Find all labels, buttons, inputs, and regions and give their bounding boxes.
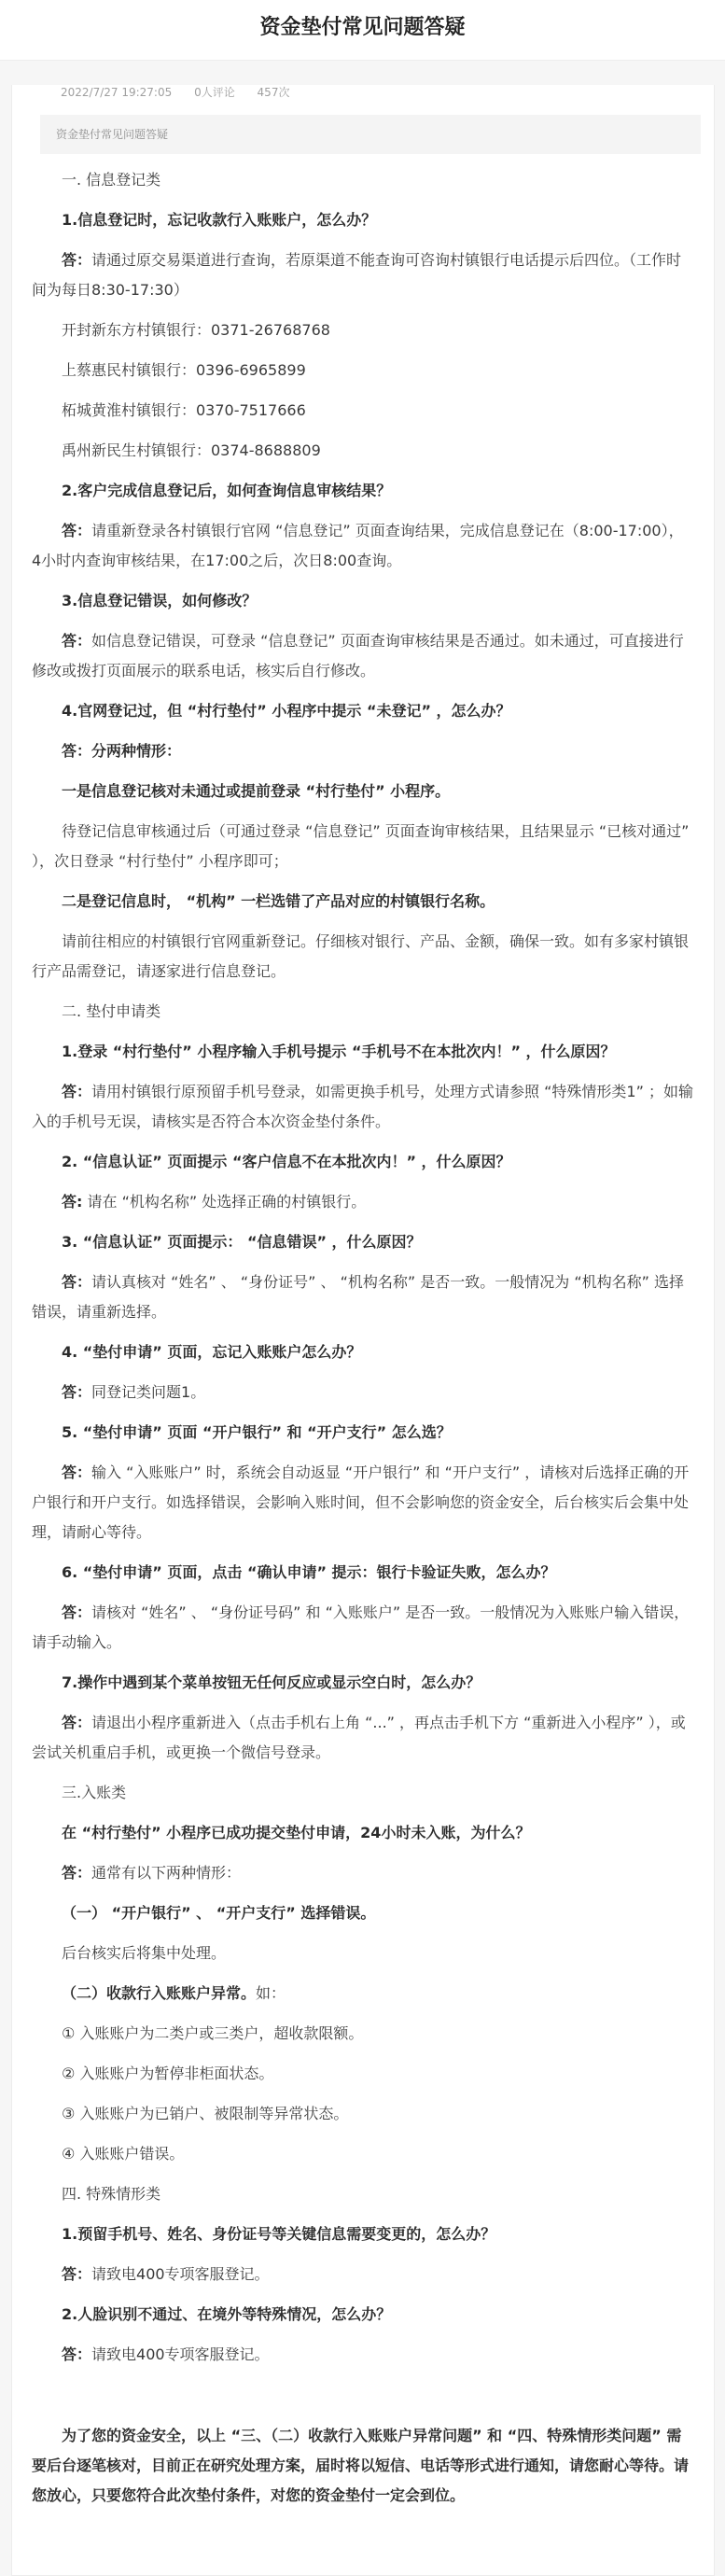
emphasis-paragraph: 答：分两种情形：: [62, 742, 182, 760]
page-title: 资金垫付常见问题答疑: [259, 16, 466, 39]
paragraph: 请前往相应的村镇银行官网重新登记。仔细核对银行、产品、金额，确保一致。如有多家村镇银行产品需登记，请逐家进行信息登记。: [32, 932, 690, 980]
article-card: [11, 85, 715, 2576]
emphasis-paragraph: （二）收款行入账账户异常。如：: [62, 1984, 286, 2002]
section-heading: 一. 信息登记类: [62, 171, 161, 189]
paragraph: 柘城黄淮村镇银行：0370-7517666: [62, 401, 306, 419]
closing-note: 为了您的资金安全，以上 “三、（二）收款行入账账户异常问题” 和 “四、特殊情形类问题” 需要后台逐笔核对，目前正在研究处理方案，届时将以短信、电话等形式进行通知，请您耐心等待。请您放心，只要您符合此次垫付条件，对您的资金垫付一定会到位。: [32, 2427, 690, 2504]
list-item: ③ 入账账户为已销户、被限制等异常状态。: [62, 2105, 349, 2122]
article-content: [32, 165, 695, 2511]
paragraph-prefix: 答：: [62, 1273, 92, 1291]
question: 1.预留手机号、姓名、身份证号等关键信息需要变更的，怎么办？: [62, 2225, 496, 2243]
paragraph-prefix: 答:: [62, 1193, 83, 1211]
section-heading: 二. 垫付申请类: [62, 1002, 161, 1020]
paragraph-prefix: 答：: [62, 1603, 92, 1621]
question: 2. “信息认证” 页面提示 “客户信息不在本批次内！” ，什么原因？: [62, 1153, 511, 1170]
paragraph: 开封新东方村镇银行：0371-26768768: [62, 321, 330, 339]
question: 6. “垫付申请” 页面，点击 “确认申请” 提示：银行卡验证失败，怎么办？: [62, 1563, 556, 1581]
question: 5. “垫付申请” 页面 “开户银行” 和 “开户支行” 怎么选？: [62, 1423, 452, 1441]
question: 在 “村行垫付” 小程序已成功提交垫付申请，24小时未入账，为什么？: [62, 1824, 531, 1841]
paragraph-prefix: 答：: [62, 1864, 92, 1882]
answer: 答: 请在 “机构名称” 处选择正确的村镇银行。: [62, 1193, 367, 1211]
article-summary-box: [40, 115, 701, 154]
answer: 答：请用村镇银行原预留手机号登录，如需更换手机号，处理方式请参照 “特殊情形类1” ；如输入的手机号无误，请核实是否符合本次资金垫付条件。: [32, 1083, 693, 1130]
list-item: ① 入账账户为二类户或三类户，超收款限额。: [62, 2024, 364, 2042]
question: 3. “信息认证” 页面提示： “信息错误” ，什么原因？: [62, 1233, 422, 1251]
answer: 答：请致电400专项客服登记。: [62, 2265, 270, 2283]
answer: 答：请重新登录各村镇银行官网 “信息登记” 页面查询结果，完成信息登记在（8:00-17:00）， 4小时内查询审核结果，在17:00之后，次日8:00查询。: [32, 522, 684, 569]
question: 4. “垫付申请” 页面，忘记入账账户怎么办？: [62, 1343, 362, 1361]
answer: 答：输入 “入账账户” 时，系统会自动返显 “开户银行” 和 “开户支行” ，请核对后选择正确的开户银行和开户支行。如选择错误，会影响入账时间，但不会影响您的资金安全，后台核实后会集中处理，请耐心等待。: [32, 1463, 690, 1541]
question: 1.信息登记时，忘记收款行入账账户，怎么办？: [62, 211, 377, 229]
header-band: [0, 0, 725, 61]
paragraph-prefix: （二）收款行入账账户异常。: [62, 1984, 257, 2002]
article-meta: [61, 85, 714, 100]
comments-count: 0人评论: [194, 86, 235, 99]
section-heading: 三.入账类: [62, 1784, 127, 1801]
question: 2.人脸识别不通过、在境外等特殊情况，怎么办？: [62, 2305, 392, 2323]
publish-datetime: 2022/7/27 19:27:05: [61, 86, 173, 99]
views-count: 457次: [257, 86, 290, 99]
paragraph-prefix: 答：: [62, 1714, 92, 1731]
question: 1.登录 “村行垫付” 小程序输入手机号提示 “手机号不在本批次内！” ，什么原因？: [62, 1043, 616, 1060]
answer: 答：请致电400专项客服登记。: [62, 2345, 270, 2363]
emphasis-paragraph: 一是信息登记核对未通过或提前登录 “村行垫付” 小程序。: [62, 782, 451, 800]
paragraph-prefix: 答：: [62, 2345, 92, 2363]
list-item: ② 入账账户为暂停非柜面状态。: [62, 2065, 274, 2082]
paragraph-prefix: 答：: [62, 1083, 92, 1100]
answer: 答：请认真核对 “姓名” 、 “身份证号” 、 “机构名称” 是否一致。一般情况为 “机构名称” 选择错误，请重新选择。: [32, 1273, 685, 1321]
paragraph: 禹州新民生村镇银行：0374-8688809: [62, 441, 321, 459]
paragraph-prefix: 答：: [62, 1383, 92, 1401]
answer: 答：请通过原交易渠道进行查询，若原渠道不能查询可咨询村镇银行电话提示后四位。（工作时间为每日8:30-17:30）: [32, 251, 682, 299]
paragraph-prefix: 答：: [62, 1463, 92, 1481]
question: 4.官网登记过，但 “村行垫付” 小程序中提示 “未登记” ，怎么办？: [62, 702, 511, 720]
article-summary-text: 资金垫付常见问题答疑: [56, 128, 169, 141]
paragraph-prefix: 答：: [62, 632, 92, 650]
paragraph: 上蔡惠民村镇银行：0396-6965899: [62, 361, 306, 379]
paragraph-prefix: 答：: [62, 251, 92, 269]
section-heading: 四. 特殊情形类: [62, 2185, 161, 2203]
paragraph-prefix: 答：: [62, 522, 92, 539]
paragraph-prefix: 答：: [62, 2265, 92, 2283]
question: 3.信息登记错误，如何修改？: [62, 592, 258, 609]
emphasis-paragraph: （一） “开户银行” 、 “开户支行” 选择错误。: [62, 1904, 376, 1922]
answer: 答：通常有以下两种情形：: [62, 1864, 242, 1882]
answer: 答：同登记类问题1。: [62, 1383, 206, 1401]
emphasis-paragraph: 二是登记信息时， “机构” 一栏选错了产品对应的村镇银行名称。: [62, 892, 495, 910]
answer: 答：请核对 “姓名” 、 “身份证号码” 和 “入账账户” 是否一致。一般情况为入账账户输入错误，请手动输入。: [32, 1603, 690, 1651]
question: 7.操作中遇到某个菜单按钮无任何反应或显示空白时，怎么办？: [62, 1673, 481, 1691]
paragraph: 待登记信息审核通过后（可通过登录 “信息登记” 页面查询审核结果，且结果显示 “已核对通过” ），次日登录 “村行垫付” 小程序即可；: [32, 822, 690, 870]
question: 2.客户完成信息登记后，如何查询信息审核结果？: [62, 482, 392, 499]
answer: 答：如信息登记错误，可登录 “信息登记” 页面查询审核结果是否通过。如未通过，可直接进行修改或拨打页面展示的联系电话，核实后自行修改。: [32, 632, 684, 679]
list-item: ④ 入账账户错误。: [62, 2145, 185, 2163]
answer: 答：请退出小程序重新进入（点击手机右上角 “...” ，再点击手机下方 “重新进入小程序” ），或尝试关机重启手机，或更换一个微信号登录。: [32, 1714, 686, 1761]
paragraph: 后台核实后将集中处理。: [62, 1944, 227, 1962]
